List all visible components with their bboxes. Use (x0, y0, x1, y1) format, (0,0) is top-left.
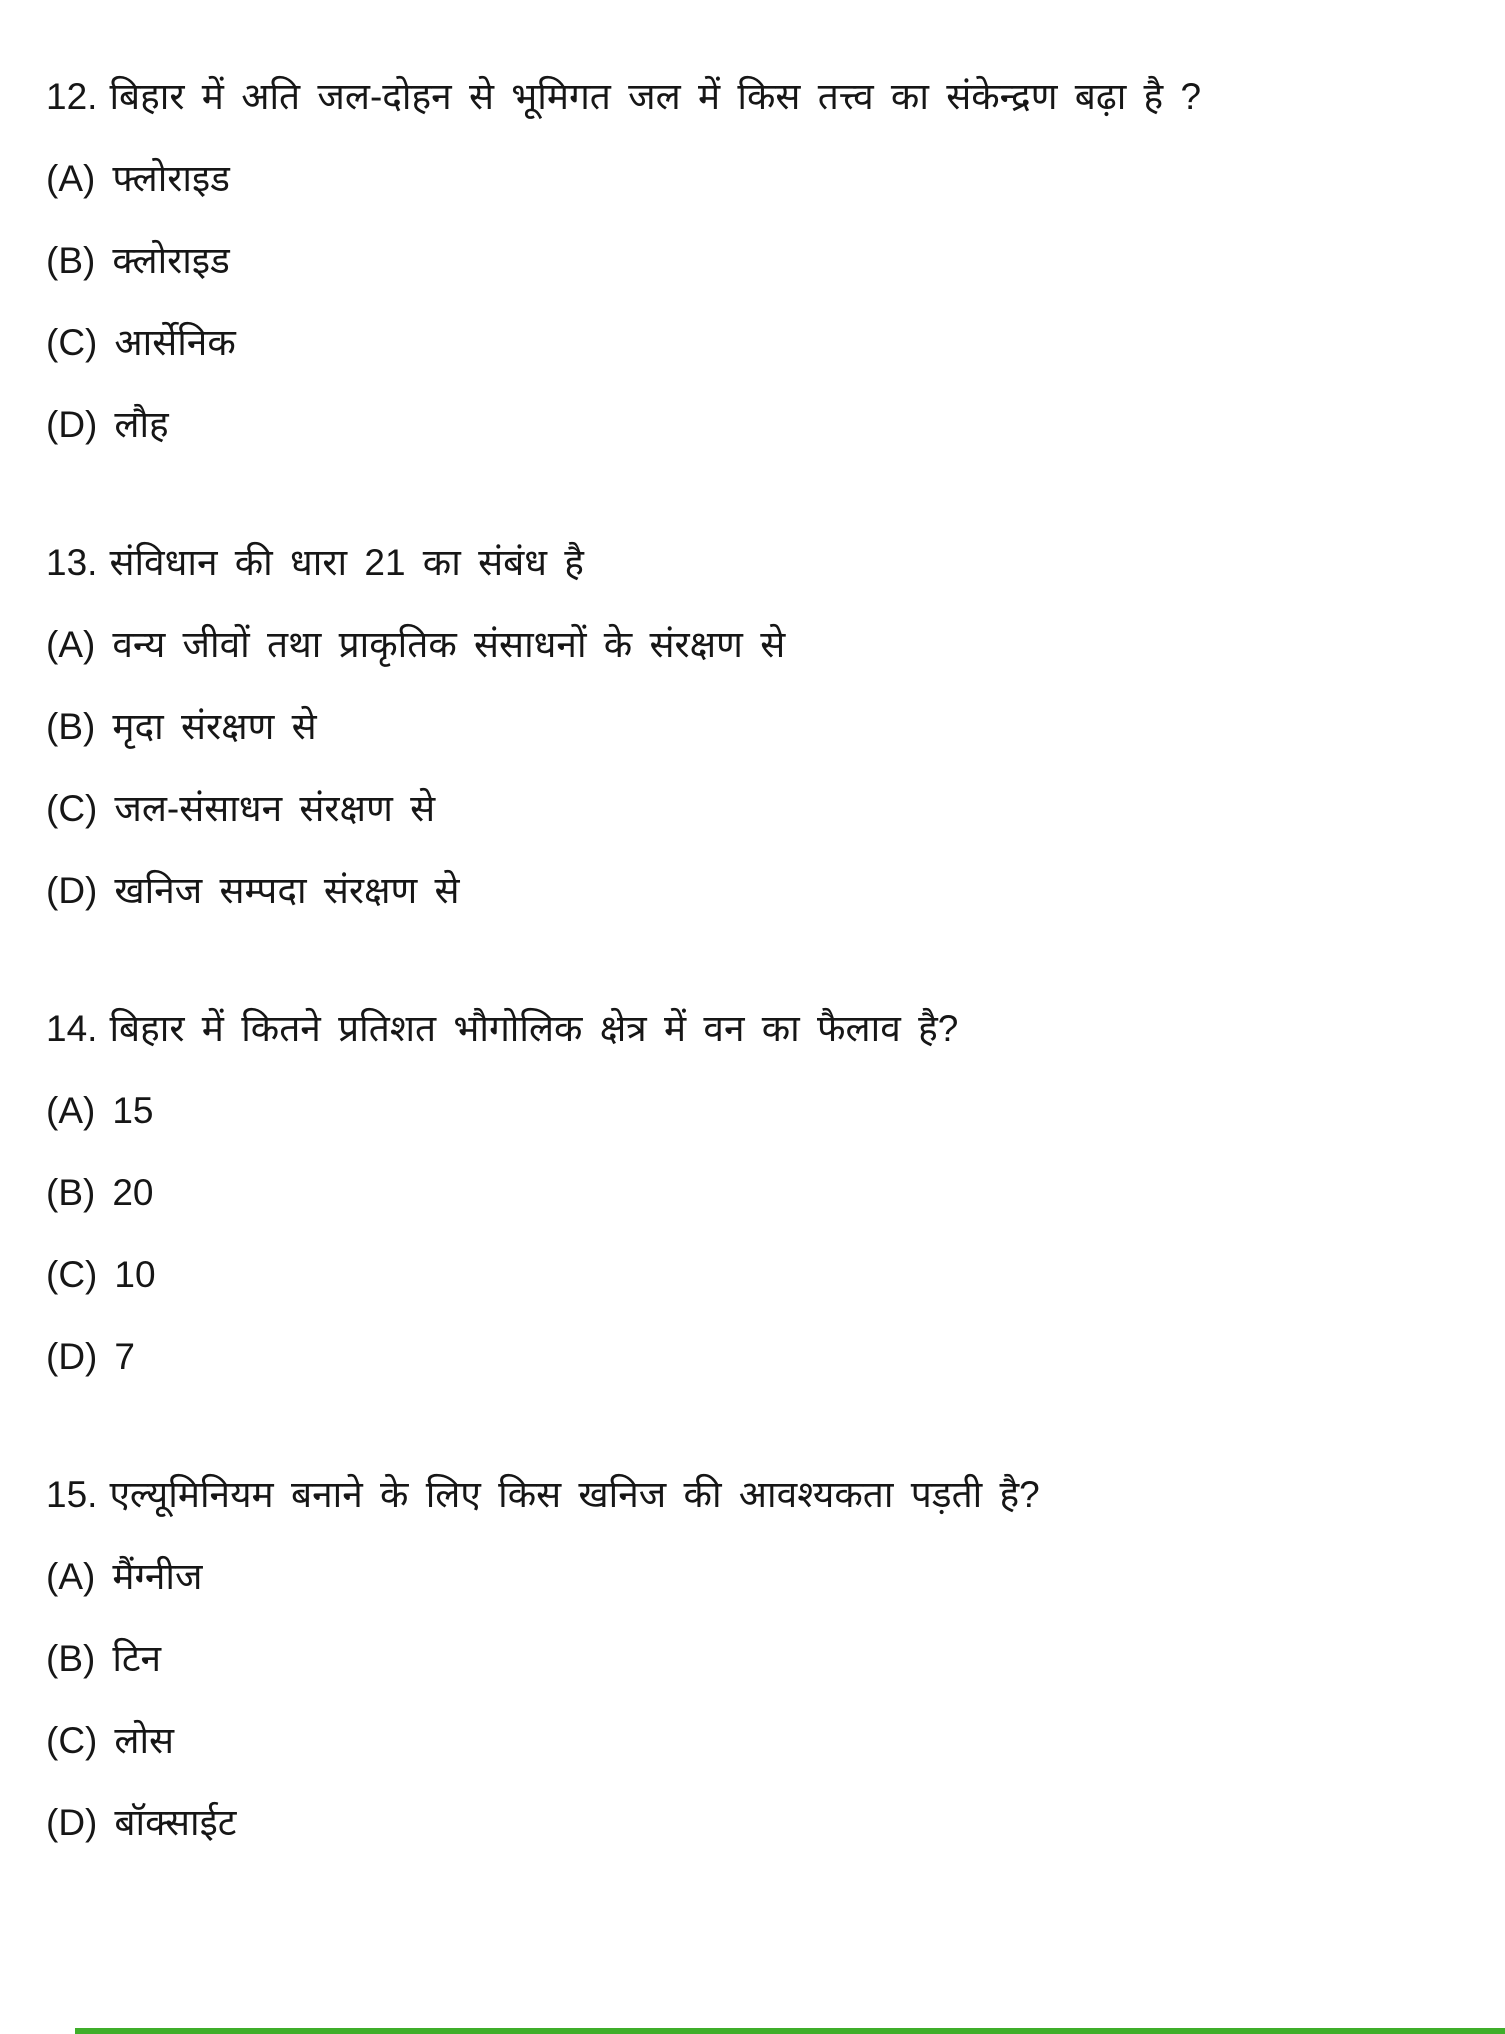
option-label: (B) (46, 1172, 96, 1213)
option-text: 10 (114, 1254, 156, 1295)
question-number: 14. (46, 1008, 98, 1049)
option-row (46, 1169, 1465, 1217)
question-text (46, 1005, 1465, 1053)
option-label: (D) (46, 1336, 98, 1377)
option-row (46, 1087, 1465, 1135)
option-label: (D) (46, 404, 98, 445)
option-label: (A) (46, 624, 96, 665)
option-label: (A) (46, 1556, 96, 1597)
option-row (46, 703, 1465, 751)
option-text: मैंग्नीज (112, 1556, 203, 1597)
question-body: एल्यूमिनियम बनाने के लिए किस खनिज की आवश्यकता पड़ती है? (109, 1474, 1040, 1515)
option-text: बॉक्साईट (114, 1802, 237, 1843)
option-row (46, 1251, 1465, 1299)
option-row (46, 867, 1465, 915)
question-number: 15. (46, 1474, 98, 1515)
option-row (46, 1333, 1465, 1381)
option-row (46, 1553, 1465, 1601)
question-block-12 (46, 73, 1465, 449)
option-row (46, 319, 1465, 367)
option-row (46, 155, 1465, 203)
question-text (46, 73, 1465, 121)
option-text: मृदा संरक्षण से (112, 706, 317, 747)
option-row (46, 1717, 1465, 1765)
option-row (46, 785, 1465, 833)
option-label: (A) (46, 158, 96, 199)
option-text: टिन (112, 1638, 162, 1679)
option-row (46, 1799, 1465, 1847)
question-body: बिहार में कितने प्रतिशत भौगोलिक क्षेत्र में वन का फैलाव है? (109, 1008, 959, 1049)
question-block-14 (46, 1005, 1465, 1381)
option-text: खनिज सम्पदा संरक्षण से (114, 870, 460, 911)
option-row (46, 401, 1465, 449)
option-row (46, 237, 1465, 285)
option-text: फ्लोराइड (112, 158, 230, 199)
option-label: (C) (46, 322, 98, 363)
question-text (46, 1471, 1465, 1519)
option-text: आर्सेनिक (114, 322, 236, 363)
option-label: (D) (46, 1802, 98, 1843)
option-label: (C) (46, 1720, 98, 1761)
question-number: 12. (46, 76, 98, 117)
question-number: 13. (46, 542, 98, 583)
option-text: लौह (114, 404, 169, 445)
option-row (46, 1635, 1465, 1683)
option-row (46, 621, 1465, 669)
option-text: 20 (112, 1172, 154, 1213)
option-label: (C) (46, 1254, 98, 1295)
option-label: (D) (46, 870, 98, 911)
question-block-13 (46, 539, 1465, 915)
option-label: (B) (46, 1638, 96, 1679)
option-text: जल-संसाधन संरक्षण से (114, 788, 436, 829)
question-body: संविधान की धारा 21 का संबंध है (109, 542, 584, 583)
option-label: (B) (46, 706, 96, 747)
option-label: (A) (46, 1090, 96, 1131)
option-text: वन्य जीवों तथा प्राकृतिक संसाधनों के संरक्षण से (112, 624, 786, 665)
question-body: बिहार में अति जल-दोहन से भूमिगत जल में किस तत्त्व का संकेन्द्रण बढ़ा है ? (109, 76, 1202, 117)
bottom-green-bar (75, 2028, 1505, 2034)
option-label: (B) (46, 240, 96, 281)
question-text (46, 539, 1465, 587)
option-text: 7 (114, 1336, 135, 1377)
question-block-15 (46, 1471, 1465, 1847)
option-text: लोस (114, 1720, 175, 1761)
option-text: क्लोराइड (112, 240, 230, 281)
option-text: 15 (112, 1090, 154, 1131)
option-label: (C) (46, 788, 98, 829)
